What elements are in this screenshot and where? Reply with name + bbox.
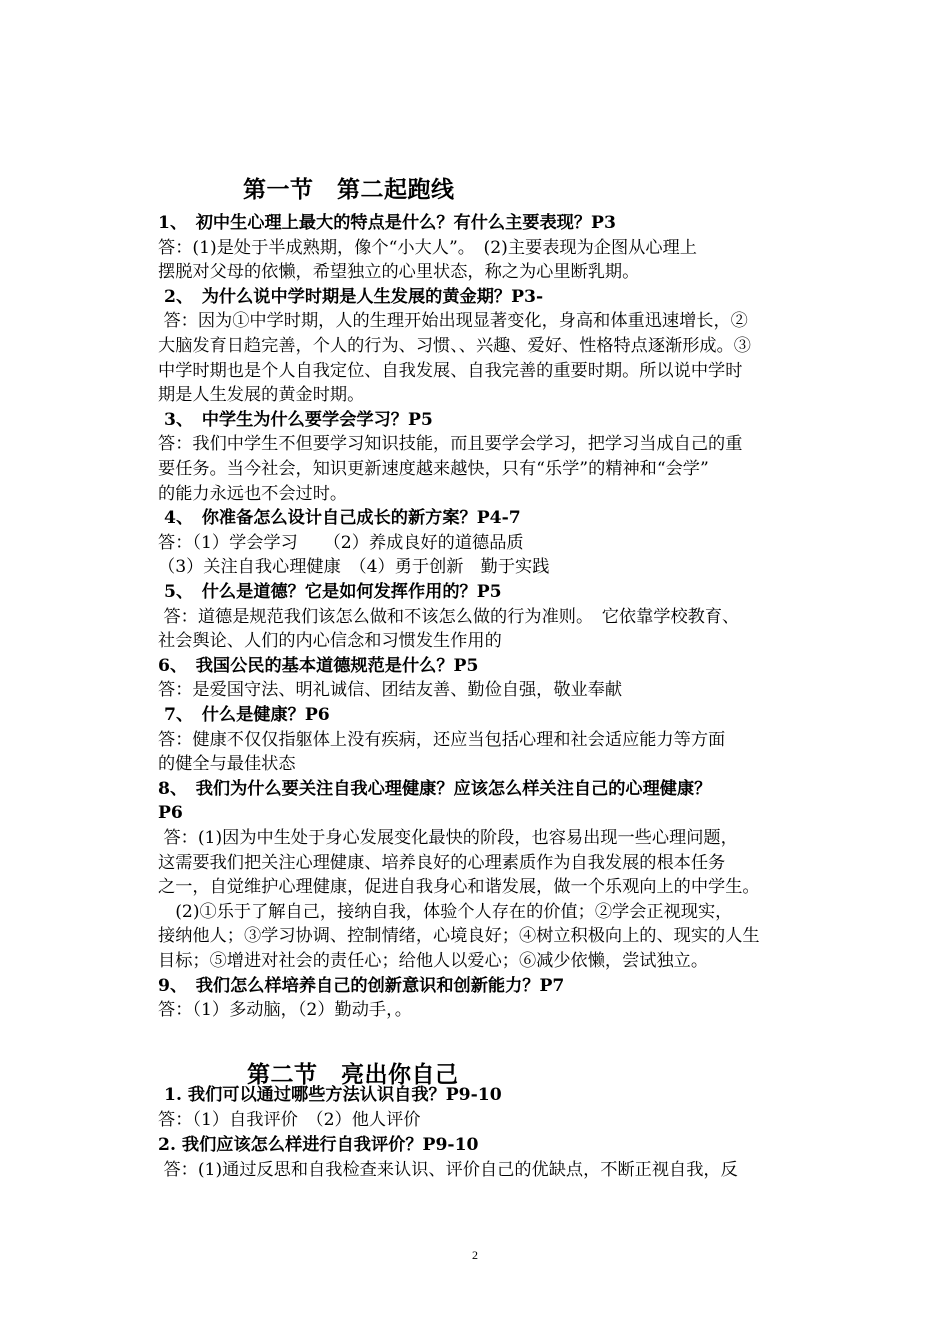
answer-line: 答：因为①中学时期，人的生理开始出现显著变化，身高和体重迅速增长，② [158, 311, 748, 332]
answer-line: 答：我们中学生不但要学习知识技能，而且要学会学习，把学习当成自己的重 [158, 434, 743, 455]
answer-line: 要任务。当今社会，知识更新速度越来越快，只有“乐学”的精神和“会学” [158, 459, 709, 479]
answer-line: 这需要我们把关注心理健康、培养良好的心理素质作为自我发展的根本任务 [158, 852, 726, 873]
answer-line: 接纳他人；③学习协调、控制情绪，心境良好；④树立积极向上的、现实的人生 [158, 926, 760, 947]
question-line: 1、 初中生心理上最大的特点是什么？有什么主要表现？P3 [158, 213, 616, 233]
question-line: 6、 我国公民的基本道德规范是什么？P5 [158, 655, 479, 676]
section-1-title: 第一节 第二起跑线 [243, 176, 455, 203]
question-line: 1. 我们可以通过哪些方法认识自我？P9-10 [158, 1085, 502, 1105]
answer-line: 中学时期也是个人自我定位、自我发展、自我完善的重要时期。所以说中学时 [158, 360, 743, 381]
answer-line: 答：道德是规范我们该怎么做和不该怎么做的行为准则。 它依靠学校教育、 [158, 606, 740, 627]
answer-line: 的能力永远也不会过时。 [158, 483, 348, 504]
answer-line: 期是人生发展的黄金时期。 [158, 385, 365, 406]
answer-line: 答：(1)因为中生处于身心发展变化最快的阶段，也容易出现一些心理问题， [158, 828, 738, 848]
answer-line: 摆脱对父母的依懒，希望独立的心里状态，称之为心里断乳期。 [158, 262, 640, 283]
answer-line: 答：（1）自我评价 （2）他人评价 [158, 1110, 421, 1130]
question-line: 7、 什么是健康？P6 [158, 705, 330, 725]
answer-line: (2)①乐于了解自己，接纳自我，体验个人存在的价值；②学会正视现实， [158, 901, 733, 922]
answer-line: 的健全与最佳状态 [158, 754, 296, 775]
answer-line: 答：是爱国守法、明礼诚信、团结友善、勤俭自强，敬业奉献 [158, 680, 623, 701]
answer-line: 答：(1)是处于半成熟期，像个“小大人”。 (2)主要表现为企图从心理上 [158, 237, 697, 258]
question-line: 3、 中学生为什么要学会学习？P5 [158, 409, 433, 430]
question-line: P6 [158, 803, 183, 824]
question-line: 5、 什么是道德？它是如何发挥作用的？P5 [158, 582, 502, 602]
answer-line: 大脑发育日趋完善，个人的行为、习惯、、兴趣、爱好、性格特点逐渐形成。③ [158, 336, 751, 356]
answer-line: 答：（1）学会学习 （2）养成良好的道德品质 [158, 532, 524, 553]
question-line: 4、 你准备怎么设计自己成长的新方案？P4-7 [158, 508, 521, 529]
section-2-title: 第二节 亮出你自己 [247, 1061, 459, 1088]
answer-line: （3）关注自我心理健康 （4）勇于创新 勤于实践 [158, 557, 550, 578]
answer-line: 答：(1)通过反思和自我检查来认识、评价自己的优缺点，不断正视自我，反 [158, 1160, 738, 1180]
answer-line: 社会舆论、人们的内心信念和习惯发生作用的 [158, 631, 502, 652]
question-line: 2. 我们应该怎么样进行自我评价？P9-10 [158, 1135, 479, 1155]
answer-line: 答：（1）多动脑，（2）勤动手，。 [158, 1000, 412, 1021]
question-line: 9、 我们怎么样培养自己的创新意识和创新能力？P7 [158, 975, 565, 996]
answer-line: 答：健康不仅仅指躯体上没有疾病，还应当包括心理和社会适应能力等方面 [158, 729, 726, 750]
page-number: 2 [472, 1248, 478, 1262]
answer-line: 之一，自觉维护心理健康，促进自我身心和谐发展，做一个乐观向上的中学生。 [158, 877, 760, 898]
question-line: 2、 为什么说中学时期是人生发展的黄金期？P3- [158, 286, 544, 307]
answer-line: 目标；⑤增进对社会的责任心；给他人以爱心；⑥减少依懒，尝试独立。 [158, 951, 709, 971]
question-line: 8、 我们为什么要关注自我心理健康？应该怎么样关注自己的心理健康？ [158, 778, 712, 799]
